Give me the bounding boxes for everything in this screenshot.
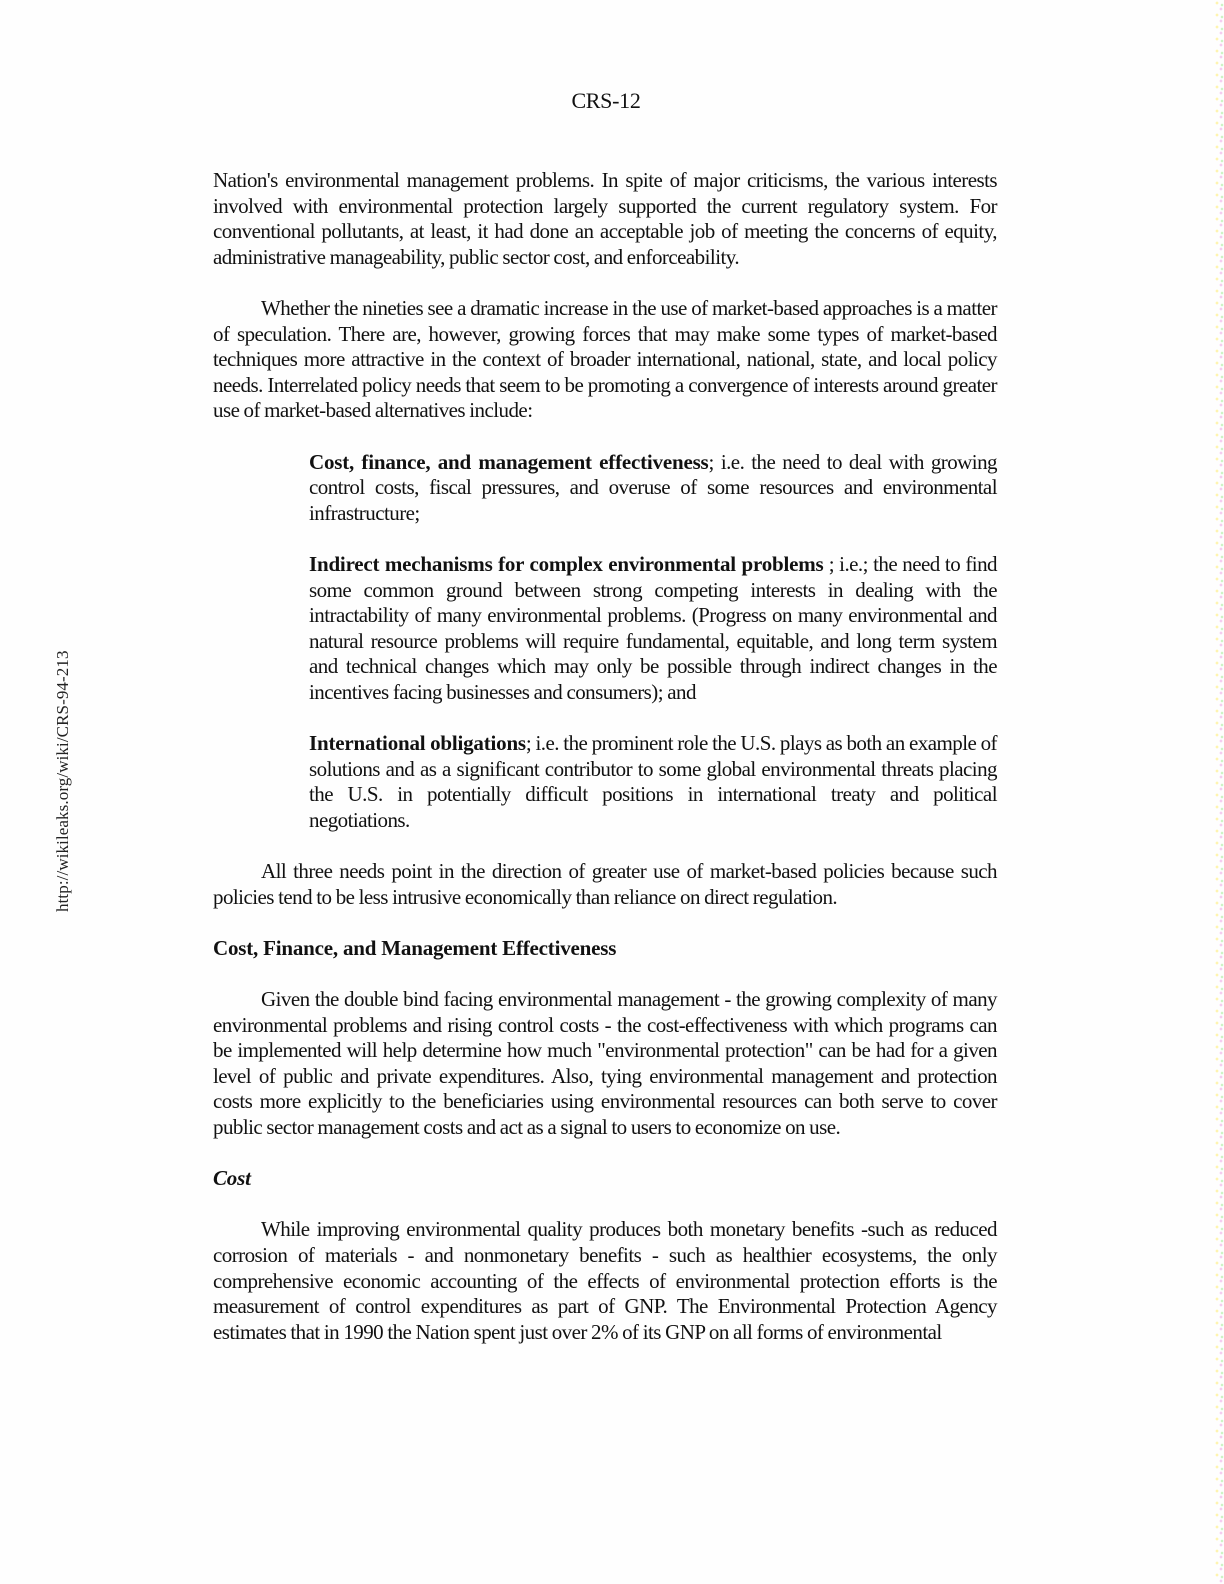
side-url-watermark: http://wikileaks.org/wiki/CRS-94-213 <box>53 650 72 912</box>
page-edge-strip <box>1214 0 1224 1584</box>
paragraph-all-three: All three needs point in the direction of greater use of market-based policies because such policies tend to be less intrusive economically than reliance on direct regulation. <box>213 859 997 909</box>
paragraph-nineties: Whether the nineties see a dramatic increase in the use of market-based approaches is a matter of speculation. There are, however, growing forces that may make some types of market-based techniques more attractive in the context of broader international, national, state, and local policy needs. Interrelated policy needs that seem to be promoting a convergence of interests around greater use of market-based alternatives include: <box>213 295 997 423</box>
page-header: CRS-12 <box>571 88 641 113</box>
bullet-term: International obligations <box>309 731 526 756</box>
paragraph-double-bind: Given the double bind facing environmental management - the growing complexity of many environmental problems and rising control costs - the cost-effectiveness with which programs can be implemented will help determine how much "environmental protection" can be had for a given level of public and private expenditures. Also, tying environmental management and protection costs more explicitly to the beneficiaries using environmental resources can both serve to cover public sector management costs and act as a signal to users to economize on use. <box>213 987 997 1139</box>
bullet-international <box>309 731 997 833</box>
paragraph-cost: While improving environmental quality produces both monetary benefits -such as reduced corrosion of materials - and nonmonetary benefits - such as healthier ecosystems, the only comprehensive economic accounting of the effects of environmental protection efforts is the measurement of control expenditures as part of GNP. The Environmental Protection Agency estimates that in 1990 the Nation spent just over 2% of its GNP on all forms of environmental <box>213 1217 997 1344</box>
bullet-text: ; i.e. the need to deal with growing control costs, fiscal pressures, and overuse of some resources and environmental infrastructure; <box>309 449 997 525</box>
bullet-cost-finance <box>309 450 997 527</box>
subsection-heading: Cost <box>213 1166 251 1191</box>
paragraph-continuation: Nation's environmental management problems. In spite of major criticisms, the various interests involved with environmental protection largely supported the current regulatory system. For conventional pollutants, at least, it had done an acceptable job of meeting the concerns of equity, administrative manageability, public sector cost, and enforceability. <box>213 168 997 269</box>
bullet-indirect-mechanisms <box>309 552 997 706</box>
section-heading: Cost, Finance, and Management Effectiveness <box>213 935 617 960</box>
bullet-term: Indirect mechanisms for complex environmental problems <box>309 551 824 576</box>
document-body <box>213 168 997 1345</box>
bullet-text: ; i.e. the prominent role the U.S. plays as both an example of solutions and as a significant contributor to some global environmental threats placing the U.S. in potentially difficult positions in international treaty and political negotiations. <box>309 731 997 832</box>
bullet-term: Cost, finance, and management effectiveness <box>309 449 709 474</box>
bullet-text: ; i.e.; the need to find some common ground between strong competing interests in dealing with the intractability of many environmental problems. (Progress on many environmental and natural resource problems will require fundamental, equitable, and long term system and technical changes which may only be possible through indirect changes in the incentives facing businesses and consumers); and <box>309 551 997 704</box>
